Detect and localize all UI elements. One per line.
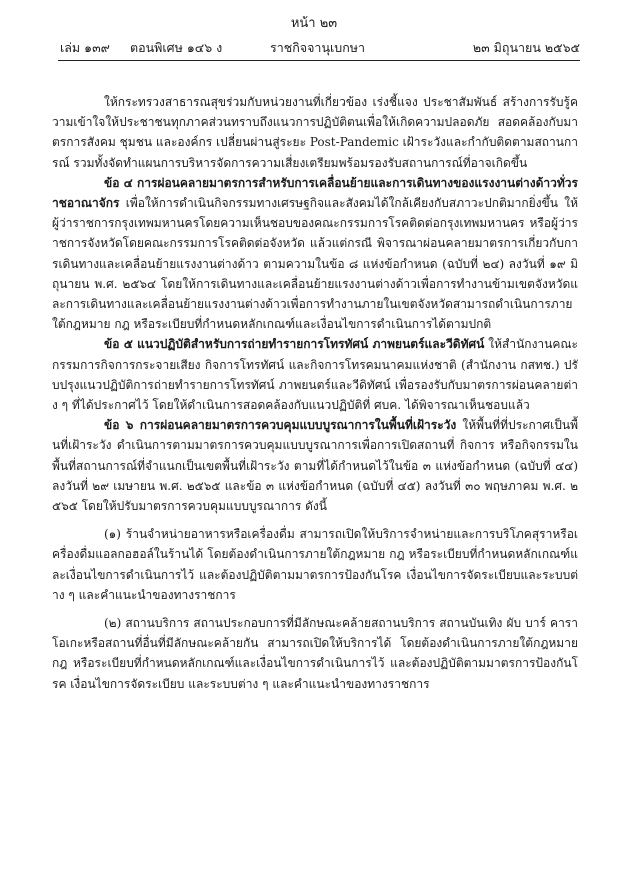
clause-5 [52, 334, 578, 415]
page-number: หน้า ๒๓ [290, 16, 338, 31]
running-header [60, 38, 580, 56]
clause-5-title: ข้อ ๕ แนวปฏิบัติสำหรับการถ่ายทำรายการโทรทัศน์ ภาพยนตร์และวีดิทัศน์ [104, 337, 485, 352]
clause-4-body: เพื่อให้การดำเนินกิจกรรมทางเศรษฐกิจและสังคมได้ใกล้เคียงกับสภาวะปกติมากยิ่งขึ้น ให้ผู้ว่าราชการกรุงเทพมหานครโดยความเห็นชอบของคณะกรรมการโรคติดต่อกรุงเทพมหานคร หรือผู้ว่าราชการจังหวัดโดยคณะกรรมการโรคติดต่อจังหวัด แล้วแต่กรณี พิจารณาผ่อนคลายมาตรการเกี่ยวกับการเดินทางและเคลื่อนย้ายแรงงานต่างด้าว ตามความในข้อ ๘ แห่งข้อกำหนด (ฉบับที่ ๒๔) ลงวันที่ ๑๙ มิถุนายน พ.ศ. ๒๕๖๔ โดยให้การเดินทางและเคลื่อนย้ายแรงงานต่างด้าวเพื่อการทำงานข้ามเขตจังหวัดและการเดินทางและเคลื่อนย้ายแรงงานต่างด้าวเพื่อการทำงานภายในเขตจังหวัดสามารถดำเนินการภายใต้กฎหมาย กฎ หรือระเบียบที่กำหนดหลักเกณฑ์และเงื่อนไขการดำเนินการได้ตามปกติ [52, 196, 578, 332]
clause-6-item-1: (๑) ร้านจำหน่ายอาหารหรือเครื่องดื่ม สามารถเปิดให้บริการจำหน่ายและการบริโภคสุราหรือเครื่องดื่มแอลกอฮอล์ในร้านได้ โดยต้องดำเนินการภายใต้กฎหมาย กฎ หรือระเบียบที่กำหนดหลักเกณฑ์และเงื่อนไขการดำเนินการไว้ และต้องปฏิบัติตามมาตรการป้องกันโรค เงื่อนไขการจัดระเบียบและระบบต่าง ๆ และคำแนะนำของทางราชการ [52, 527, 578, 602]
clause-6-title: ข้อ ๖ การผ่อนคลายมาตรการควบคุมแบบบูรณาการในพื้นที่เฝ้าระวัง [104, 418, 457, 433]
clause-6 [52, 415, 578, 516]
volume-label: เล่ม ๑๓๙ [60, 40, 110, 55]
gazette-name: ราชกิจจานุเบกษา [270, 40, 366, 55]
edition-label: ตอนพิเศษ ๑๔๖ ง [130, 40, 223, 55]
issue-date: ๒๓ มิถุนายน ๒๕๖๕ [472, 40, 580, 55]
clause-4 [52, 173, 578, 335]
clause-5-body: ให้สำนักงานคณะกรรมการกิจการกระจายเสียง กิจการโทรทัศน์ และกิจการโทรคมนาคมแห่งชาติ (สำนักงาน กสทช.) ปรับปรุงแนวปฏิบัติการถ่ายทำรายการโทรทัศน์ ภาพยนตร์และวีดิทัศน์ เพื่อรองรับกับมาตรการผ่อนคลายต่าง ๆ ที่ได้ประกาศไว้ โดยให้ดำเนินการสอดคล้องกับแนวปฏิบัติที่ ศบค. ได้พิจารณาเห็นชอบแล้ว [52, 337, 578, 413]
clause-6-body: ให้พื้นที่ที่ประกาศเป็นพื้นที่เฝ้าระวัง ดำเนินการตามมาตรการควบคุมแบบบูรณาการเพื่อการเปิดสถานที่ กิจการ หรือกิจกรรมในพื้นที่สถานการณ์ที่จำแนกเป็นเขตพื้นที่เฝ้าระวัง ตามที่ได้กำหนดไว้ในข้อ ๓ แห่งข้อกำหนด (ฉบับที่ ๔๔) ลงวันที่ ๒๙ เมษายน พ.ศ. ๒๕๖๕ และข้อ ๓ แห่งข้อกำหนด (ฉบับที่ ๔๕) ลงวันที่ ๓๐ พฤษภาคม พ.ศ. ๒๕๖๕ โดยให้ปรับมาตรการควบคุมแบบบูรณาการ ดังนี้ [52, 418, 578, 514]
document-body [52, 92, 578, 694]
header-rule [58, 60, 580, 61]
clause-6-item-2: (๒) สถานบริการ สถานประกอบการที่มีลักษณะคล้ายสถานบริการ สถานบันเทิง ผับ บาร์ คาราโอเกะหรือสถานที่อื่นที่มีลักษณะคล้ายกัน สามารถเปิดให้บริการได้ โดยต้องดำเนินการภายใต้กฎหมาย กฎ หรือระเบียบที่กำหนดหลักเกณฑ์และเงื่อนไขการดำเนินการไว้ และต้องปฏิบัติตามมาตรการป้องกันโรค เงื่อนไขการจัดระเบียบ และระบบต่าง ๆ และคำแนะนำของทางราชการ [52, 616, 578, 691]
clause-4-title: ข้อ ๔ การผ่อนคลายมาตรการสำหรับการเคลื่อนย้ายและการเดินทางของแรงงานต่างด้าวทั่วราชอาณาจักร [52, 175, 578, 211]
paragraph-public-health: ให้กระทรวงสาธารณสุขร่วมกับหน่วยงานที่เกี่ยวข้อง เร่งชี้แจง ประชาสัมพันธ์ สร้างการรับรู้ความเข้าใจให้ประชาชนทุกภาคส่วนทราบถึงแนวการปฏิบัติตนเพื่อให้เกิดความปลอดภัย สอดคล้องกับมาตรการสังคม ชุมชน และองค์กร เปลี่ยนผ่านสู่ระยะ Post-Pandemic เฝ้าระวังและกำกับติดตามสถานการณ์ รวมทั้งจัดทำแผนการบริหารจัดการความเสี่ยงเตรียมพร้อมรองรับสถานการณ์ที่อาจเกิดขึ้น [52, 95, 578, 170]
